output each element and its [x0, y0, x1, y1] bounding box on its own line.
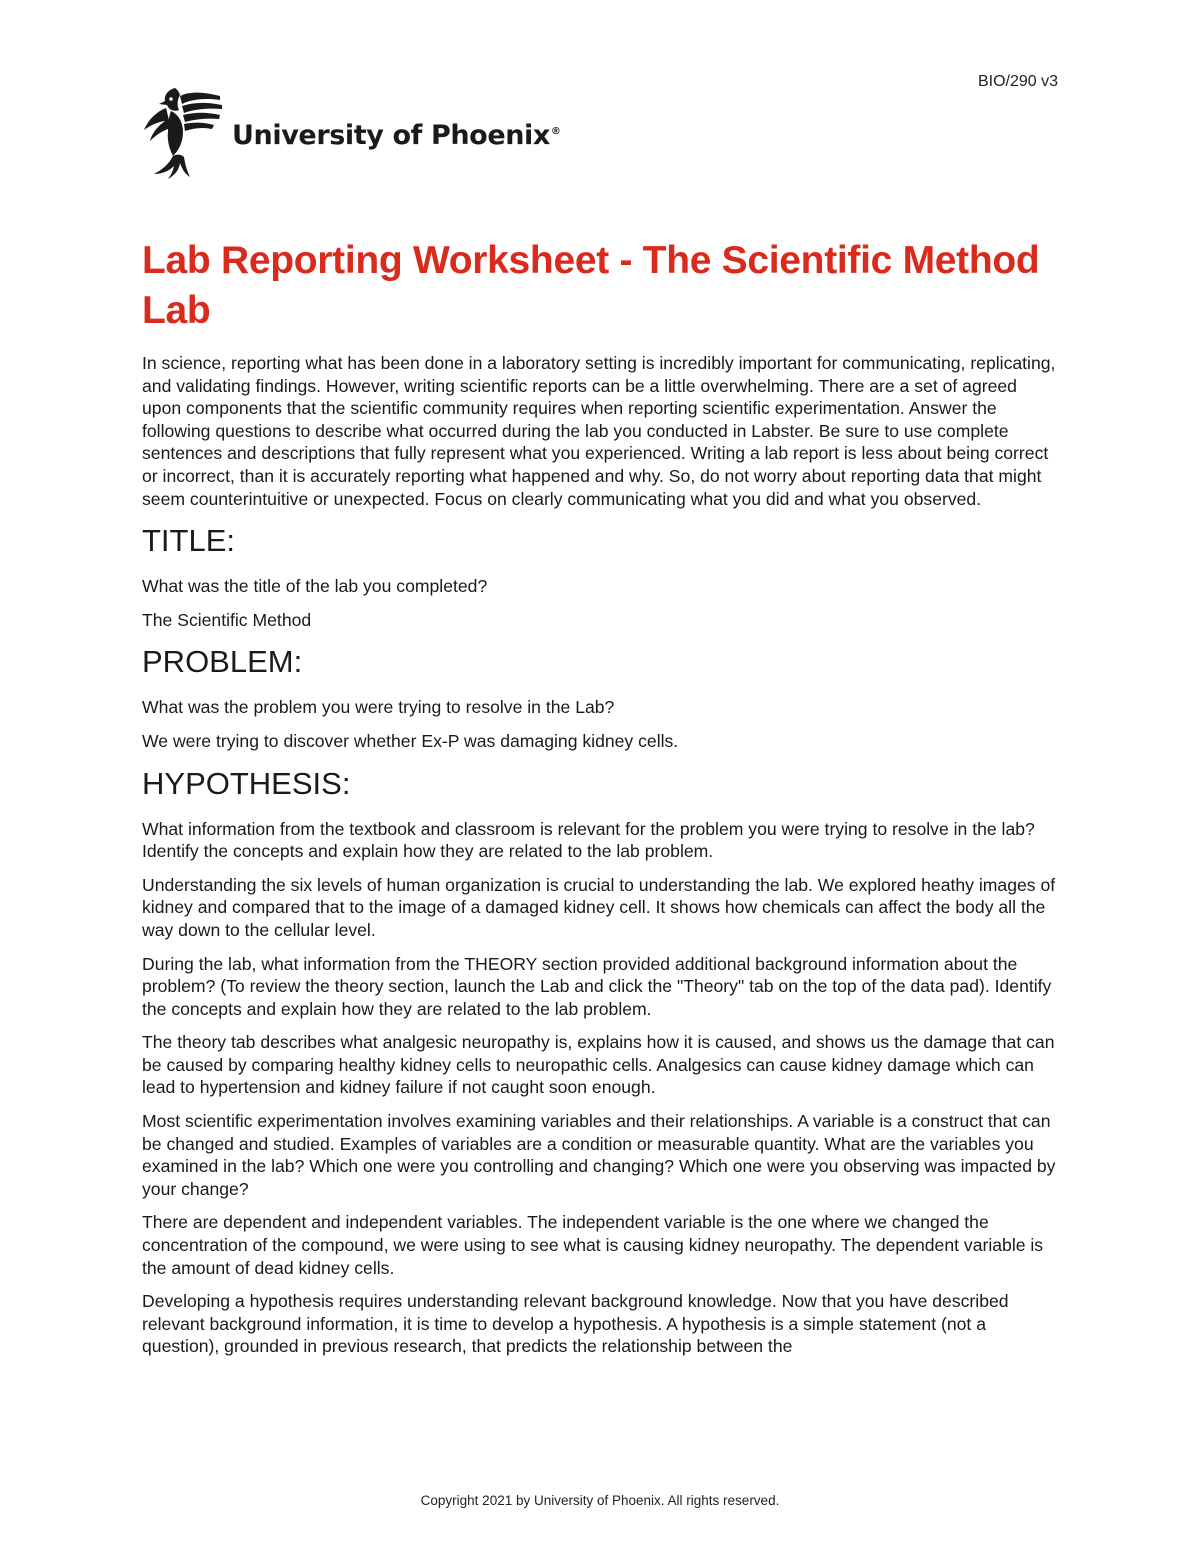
course-code: BIO/290 v3	[977, 73, 1058, 90]
logo-registered-mark: ®	[550, 125, 561, 137]
problem-answer: We were trying to discover whether Ex-P was damaging kidney cells.	[142, 730, 679, 751]
problem-question: What was the problem you were trying to resolve in the Lab?	[142, 697, 615, 718]
hypothesis-question-3: Most scientific experimentation involves examining variables and their relationships. A variable is a construct that can be changed and studied. Examples of variables are a condition or measurable quantity. What are the variables you examined in the lab? Which one were you controlling and changing? Which one were you observing was impacted by your change?	[142, 1111, 1056, 1199]
title-question: What was the title of the lab you completed?	[142, 576, 488, 597]
hypothesis-question-1: What information from the textbook and classroom is relevant for the problem you were trying to resolve in the lab? Identify the concepts and explain how they are related to the lab problem.	[142, 818, 1035, 862]
document-body	[142, 236, 1060, 1369]
title-section-heading: TITLE:	[142, 523, 236, 559]
hypothesis-section-heading: HYPOTHESIS:	[142, 765, 351, 801]
hypothesis-question-4: Developing a hypothesis requires understanding relevant background knowledge. Now that you have described relevant background information, it is time to develop a hypothesis. A hypothesis is a simple statement (not a question), grounded in previous research, that predicts the relationship between the	[142, 1291, 1009, 1357]
hypothesis-answer-1: Understanding the six levels of human organization is crucial to understanding the lab. We explored heathy images of kidney and compared that to the image of a damaged kidney cell. It shows how chemicals can affect the body all the way down to the cellular level.	[142, 874, 1056, 940]
document-title: Lab Reporting Worksheet - The Scientific Method Lab	[142, 239, 1040, 332]
title-answer: The Scientific Method	[142, 609, 312, 630]
phoenix-bird-icon	[142, 84, 224, 180]
university-logo	[142, 84, 561, 180]
logo-text: University of Phoenix	[232, 119, 550, 151]
hypothesis-question-2: During the lab, what information from the THEORY section provided additional background information about the problem? (To review the theory section, launch the Lab and click the "Theory" tab on the top of the data pad). Identify the concepts and explain how they are related to the lab problem.	[142, 953, 1052, 1019]
hypothesis-answer-3: There are dependent and independent variables. The independent variable is the one where we changed the concentration of the compound, we were using to see what is causing kidney neuropathy. The dependent variable is the amount of dead kidney cells.	[142, 1212, 1044, 1278]
hypothesis-answer-2: The theory tab describes what analgesic neuropathy is, explains how it is caused, and shows us the damage that can be caused by comparing healthy kidney cells to neuropathic cells. Analgesics can cause kidney damage which can lead to hypertension and kidney failure if not caught soon enough.	[142, 1032, 1055, 1098]
problem-section-heading: PROBLEM:	[142, 644, 303, 680]
copyright-footer: Copyright 2021 by University of Phoenix. All rights reserved.	[420, 1493, 780, 1508]
logo-wordmark	[232, 120, 561, 151]
intro-paragraph: In science, reporting what has been done in a laboratory setting is incredibly important for communicating, replicating, and validating findings. However, writing scientific reports can be a little overwhelming. There are a set of agreed upon components that the scientific community requires when reporting scientific experimentation. Answer the following questions to describe what occurred during the lab you conducted in Labster. Be sure to use complete sentences and descriptions that fully represent what you experienced. Writing a lab report is less about being correct or incorrect, than it is accurately reporting what happened and why. So, do not worry about reporting data that might seem counterintuitive or unexpected. Focus on clearly communicating what you did and what you observed.	[142, 353, 1056, 509]
